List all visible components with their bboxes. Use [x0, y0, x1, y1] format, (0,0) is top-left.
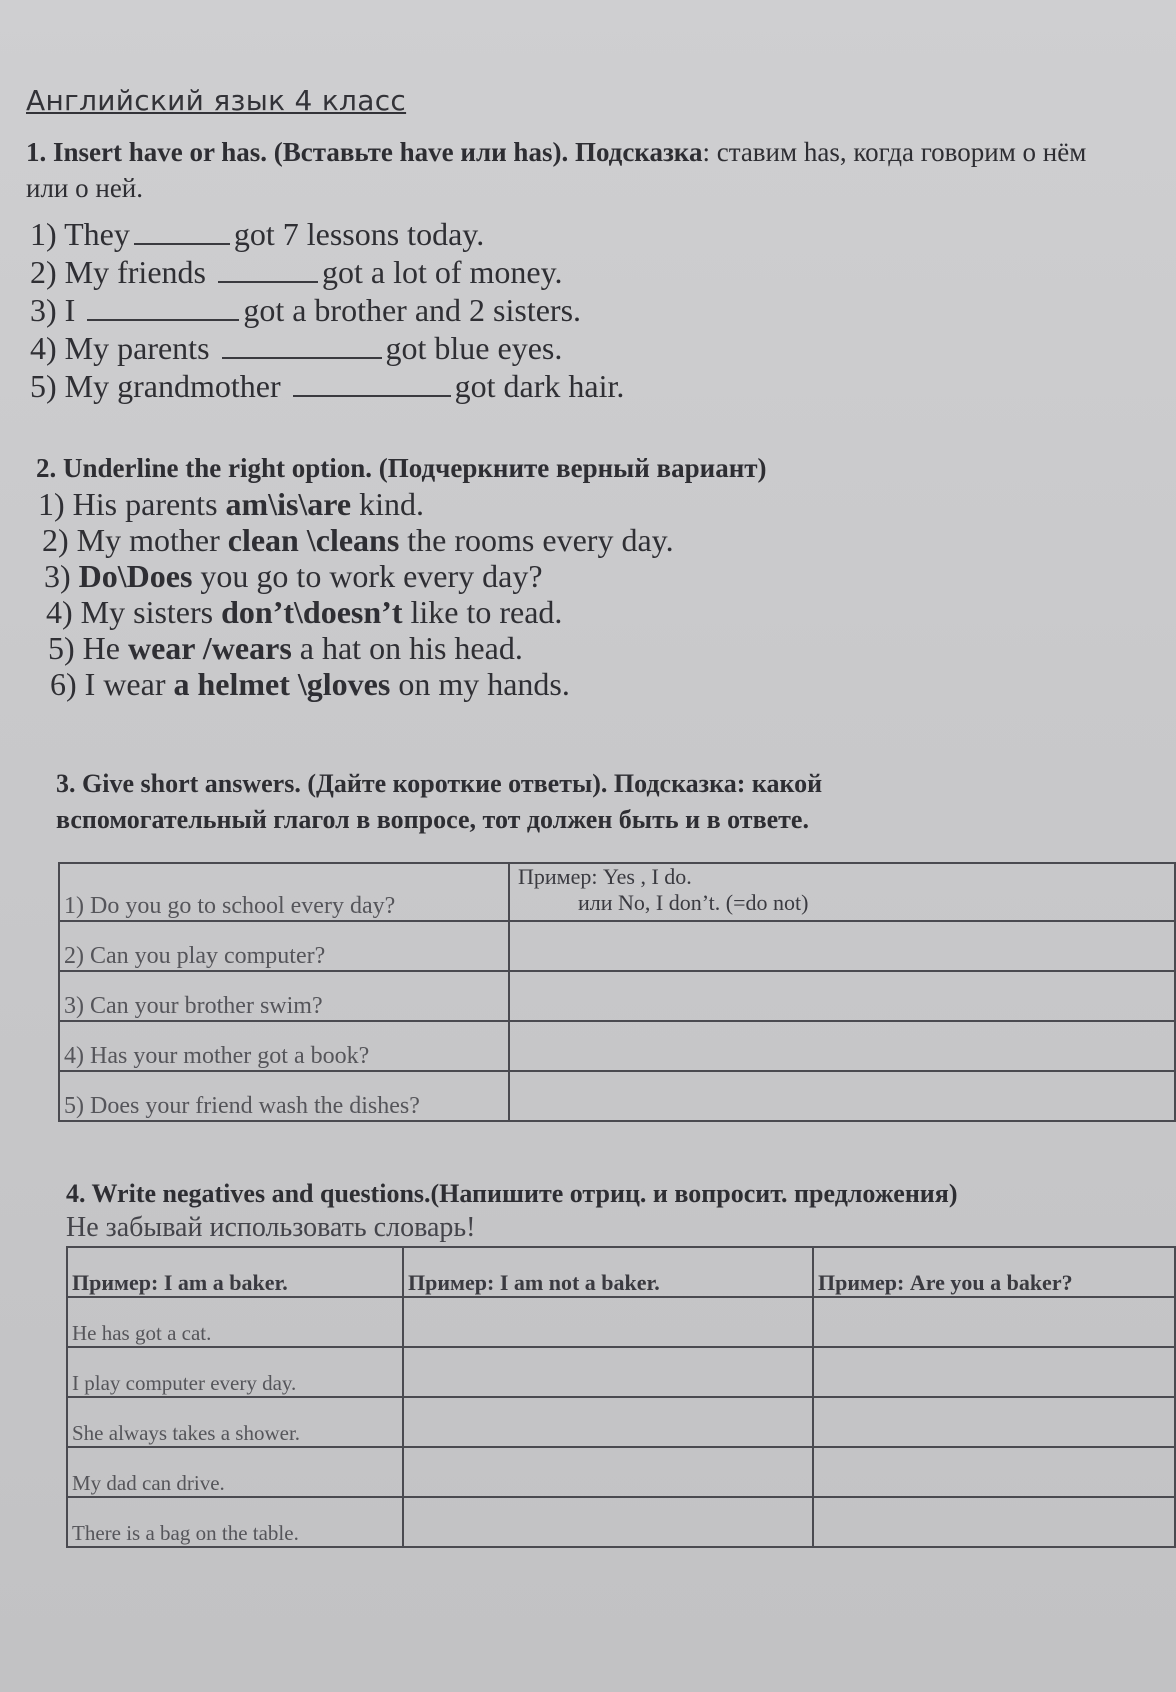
- sentence-cell: My dad can drive.: [67, 1447, 403, 1497]
- question-answer-cell[interactable]: [813, 1497, 1175, 1547]
- answer-blank[interactable]: [222, 356, 382, 359]
- table-row: [59, 863, 1175, 921]
- task2-item-4: 4) My sisters don’t\doesn’t like to read.: [46, 594, 563, 630]
- task2-item-6: 6) I wear a helmet \gloves on my hands.: [50, 666, 570, 702]
- task1-item-4: 4) My parents got blue eyes.: [30, 330, 563, 366]
- sentence-cell: There is a bag on the table.: [67, 1497, 403, 1547]
- table-header-row: [67, 1247, 1175, 1297]
- task2-item-5: 5) He wear /wears a hat on his head.: [48, 630, 523, 666]
- task1-title: [26, 134, 1126, 206]
- header-cell: Пример: I am not a baker.: [403, 1247, 813, 1297]
- sentence-cell: She always takes a shower.: [67, 1397, 403, 1447]
- question-answer-cell[interactable]: [813, 1297, 1175, 1347]
- table-row: [59, 971, 1175, 1021]
- answer-cell[interactable]: [509, 1021, 1175, 1071]
- task4-subtitle: Не забывай использовать словарь!: [66, 1212, 476, 1243]
- table-row: [67, 1497, 1175, 1547]
- negative-answer-cell[interactable]: [403, 1447, 813, 1497]
- answer-blank[interactable]: [134, 242, 230, 245]
- option-choice[interactable]: Do\Does: [78, 558, 193, 594]
- negatives-questions-table: [66, 1246, 1176, 1548]
- question-cell: 2) Can you play computer?: [59, 921, 509, 971]
- option-choice[interactable]: don’t\doesn’t: [221, 594, 403, 630]
- question-cell: 1) Do you go to school every day?: [59, 863, 509, 921]
- question-answer-cell[interactable]: [813, 1447, 1175, 1497]
- option-choice[interactable]: a helmet \gloves: [173, 666, 391, 702]
- question-answer-cell[interactable]: [813, 1347, 1175, 1397]
- task3-title: 3. Give short answers. (Дайте короткие ответы). Подсказка: какой вспомогательный глагол в вопросе, тот должен быть и в ответе.: [56, 769, 823, 834]
- question-cell: 3) Can your brother swim?: [59, 971, 509, 1021]
- header-cell: Пример: I am a baker.: [67, 1247, 403, 1297]
- task1-title-hint: : ставим has, когда говорим о нём или о ней.: [26, 137, 1087, 203]
- table-row: [67, 1347, 1175, 1397]
- sentence-cell: He has got a cat.: [67, 1297, 403, 1347]
- sentence-cell: I play computer every day.: [67, 1347, 403, 1397]
- answer-cell[interactable]: [509, 921, 1175, 971]
- table-row: [59, 1021, 1175, 1071]
- task1-item-1: 1) They got 7 lessons today.: [30, 216, 485, 252]
- task1-title-bold: 1. Insert have or has. (Вставьте have или has). Подсказка: [26, 137, 703, 167]
- option-choice[interactable]: clean \cleans: [227, 522, 400, 558]
- table-row: [67, 1447, 1175, 1497]
- negative-answer-cell[interactable]: [403, 1397, 813, 1447]
- negative-answer-cell[interactable]: [403, 1497, 813, 1547]
- task2-title: 2. Underline the right option. (Подчеркните верный вариант): [36, 453, 767, 483]
- table-row: [67, 1297, 1175, 1347]
- task2-item-1: 1) His parents am\is\are kind.: [38, 486, 425, 522]
- answer-blank[interactable]: [218, 280, 318, 283]
- answer-cell[interactable]: [509, 971, 1175, 1021]
- table-row: [59, 921, 1175, 971]
- task1-item-3: 3) I got a brother and 2 sisters.: [30, 292, 582, 328]
- task1-item-5: 5) My grandmother got dark hair.: [30, 368, 625, 404]
- answer-cell[interactable]: [509, 1071, 1175, 1121]
- short-answers-table: [58, 862, 1176, 1122]
- task1-item-2: 2) My friends got a lot of money.: [30, 254, 563, 290]
- option-choice[interactable]: am\is\are: [225, 486, 352, 522]
- answer-blank[interactable]: [87, 318, 239, 321]
- task2-item-2: 2) My mother clean \cleans the rooms every day.: [42, 522, 674, 558]
- question-cell: 5) Does your friend wash the dishes?: [59, 1071, 509, 1121]
- example-cell: Пример: Yes , I do. или No, I don’t. (=do not): [509, 863, 1175, 921]
- answer-blank[interactable]: [293, 394, 451, 397]
- question-cell: 4) Has your mother got a book?: [59, 1021, 509, 1071]
- task2-item-3: 3) Do\Does you go to work every day?: [44, 558, 543, 594]
- negative-answer-cell[interactable]: [403, 1297, 813, 1347]
- table-row: [59, 1071, 1175, 1121]
- table-row: [67, 1397, 1175, 1447]
- question-answer-cell[interactable]: [813, 1397, 1175, 1447]
- header-cell: Пример: Are you a baker?: [813, 1247, 1175, 1297]
- page-heading: Английский язык 4 класс: [26, 84, 407, 117]
- option-choice[interactable]: wear /wears: [127, 630, 292, 666]
- negative-answer-cell[interactable]: [403, 1347, 813, 1397]
- task4-title: 4. Write negatives and questions.(Напишите отриц. и вопросит. предложения): [66, 1179, 958, 1208]
